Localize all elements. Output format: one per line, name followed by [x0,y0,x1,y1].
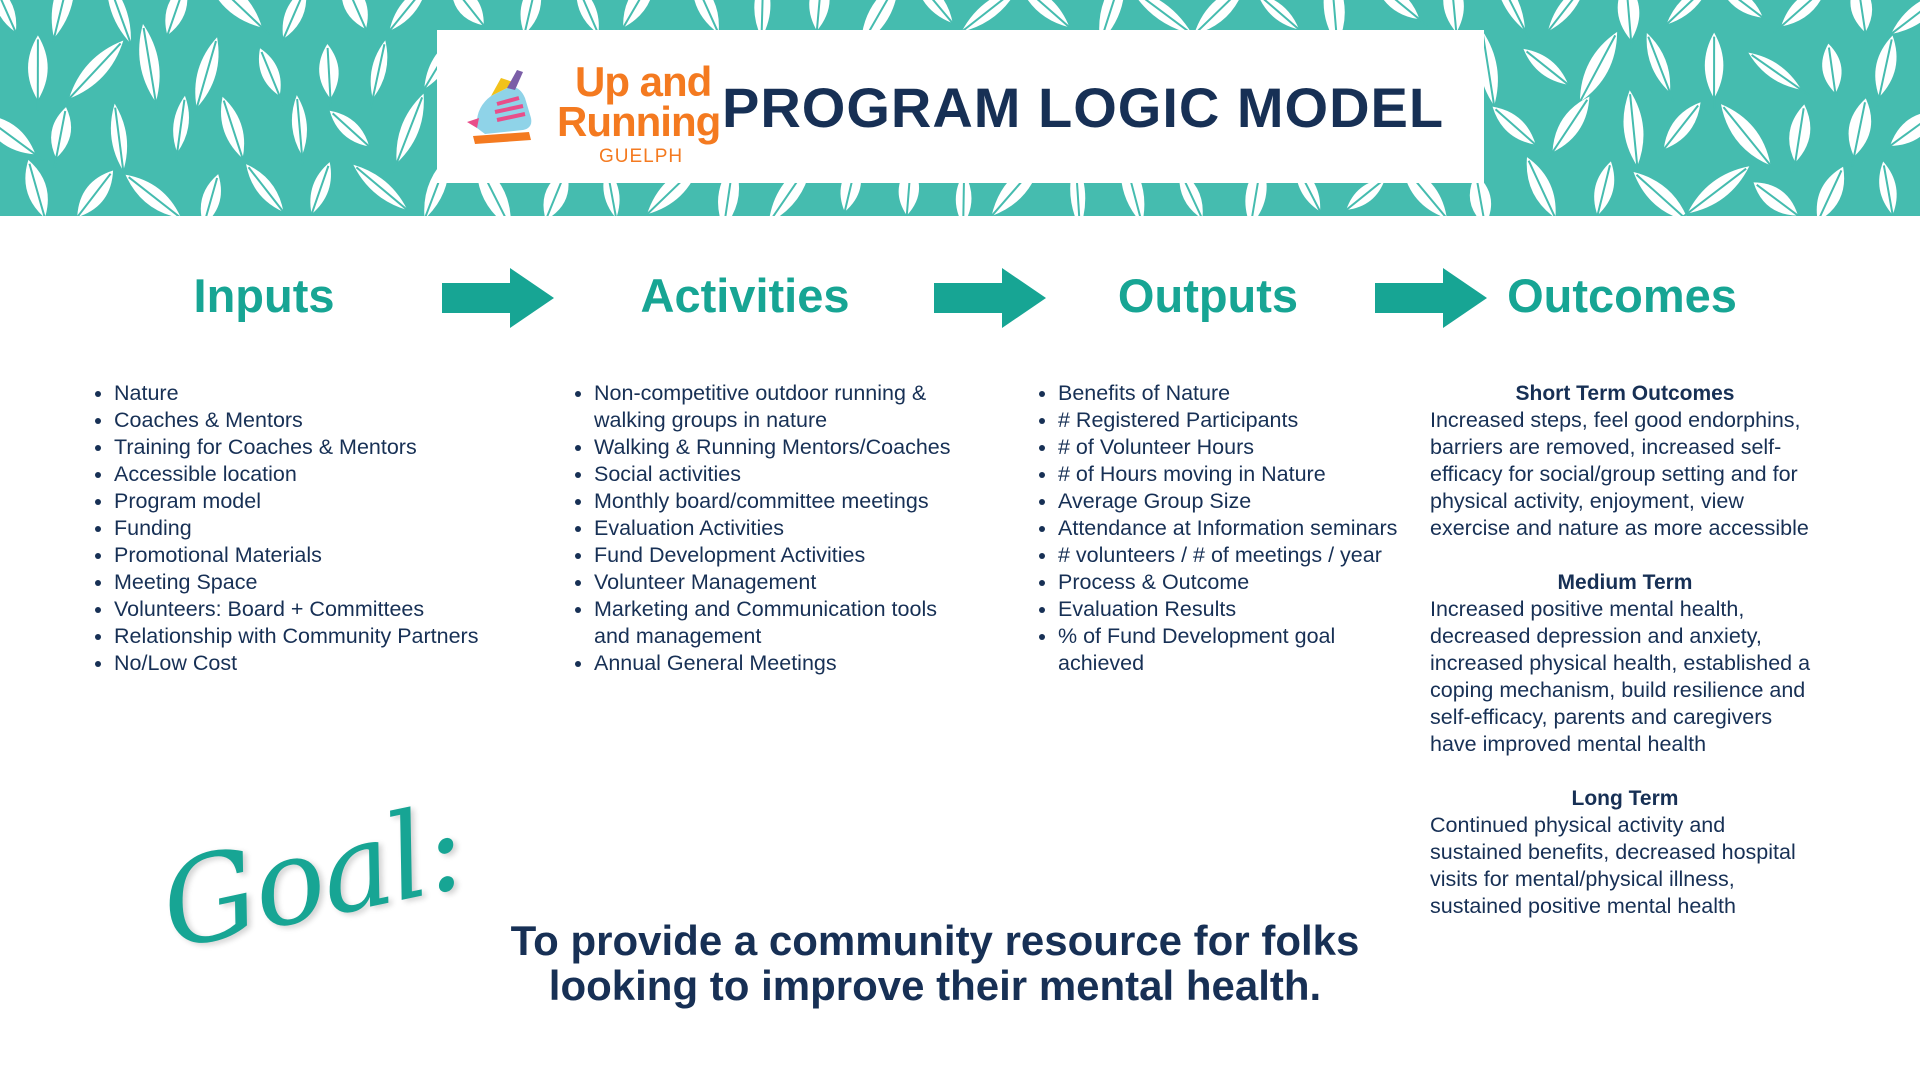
leaf-shape [1369,0,1425,26]
up-and-running-logo [467,58,721,168]
list-item: • Monthly board/committee meetings [594,488,954,515]
outcomes-title: Outcomes [1507,269,1737,322]
list-item: • Social activities [594,461,954,488]
list-item: • No/Low Cost [114,650,514,677]
list-item: • Average Group Size [1058,488,1408,515]
list-item: • % of Fund Development goal achieved [1058,623,1408,677]
logo-text-running: Running [557,98,721,145]
list-item: • Non-competitive outdoor running & walking groups in nature [594,380,954,434]
leaf-shape [908,0,959,29]
running-shoe-icon [467,58,539,148]
inputs-title: Inputs [193,269,335,322]
short-term-heading: Short Term Outcomes [1515,382,1735,405]
leaf-shape [69,164,121,216]
list-item: • Promotional Materials [114,542,514,569]
list-item: • Training for Coaches & Mentors [114,434,514,461]
medium-term-heading: Medium Term [1557,571,1693,594]
leaf-shape [1518,153,1564,216]
list-item: • Relationship with Community Partners [114,623,514,650]
leaf-shape [45,0,81,40]
list-item: • # of Hours moving in Nature [1058,461,1408,488]
list-item: • # Registered Participants [1058,407,1408,434]
leaf-shape [120,167,187,216]
leaf-shape [1714,0,1768,24]
goal-statement: To provide a community resource for folks looking to improve their mental health. [510,917,1360,1009]
list-item: • Benefits of Nature [1058,380,1408,407]
list-item: • Accessible location [114,461,514,488]
inputs-list [90,380,514,677]
arrow-right-icon [442,268,554,328]
arrow-right-icon [1375,268,1487,328]
list-item: • Process & Outcome [1058,569,1408,596]
list-item: • Evaluation Results [1058,596,1408,623]
list-item: • Fund Development Activities [594,542,954,569]
leaf-shape [275,0,313,42]
list-item: • Program model [114,488,514,515]
list-item: • # of Volunteer Hours [1058,434,1408,461]
leaf-shape [1682,159,1756,216]
list-item: • Volunteer Management [594,569,954,596]
outputs-title: Outputs [1117,269,1299,322]
long-term-heading: Long Term [1571,787,1679,810]
list-item: • Coaches & Mentors [114,407,514,434]
activities-list [570,380,954,677]
title-card [437,30,1484,183]
leaf-shape [159,0,194,38]
medium-term-text: Increased positive mental health, decreased depression and anxiety, increased physical health, established a coping mechanism, build resilience and self-efficacy, parents and caregivers have improved mental health [1430,597,1811,756]
list-item: • Volunteers: Board + Committees [114,596,514,623]
leaf-shape [100,0,138,46]
arrow-right-icon [934,268,1046,328]
list-item: • Walking & Running Mentors/Coaches [594,434,954,461]
logo-text-guelph: GUELPH [599,146,684,167]
list-item: • Marketing and Communication tools and management [594,596,954,650]
outputs-list [1034,380,1408,677]
outcomes-panel [1430,380,1820,947]
list-item: • Nature [114,380,514,407]
leaf-banner [0,0,1920,216]
activities-title: Activities [640,269,850,322]
logo-text-up-and: Up and [575,58,712,105]
leaf-shape [195,172,227,216]
list-item: • Annual General Meetings [594,650,954,677]
leaf-shape [1748,174,1804,216]
list-item: • # volunteers / # of meetings / year [1058,542,1408,569]
list-item: • Evaluation Activities [594,515,954,542]
goal-label: Goal: [149,777,475,976]
list-item: • Meeting Space [114,569,514,596]
short-term-text: Increased steps, feel good endorphins, barriers are removed, increased self-efficacy for social/group setting and for physical activity, enjoyment, view exercise and nature as more accessible [1430,408,1809,540]
list-item: • Funding [114,515,514,542]
long-term-text: Continued physical activity and sustained benefits, decreased hospital visits for mental/physical illness, sustained positive mental health [1430,813,1796,918]
leaf-shape [198,0,270,35]
page-title: PROGRAM LOGIC MODEL [722,76,1445,139]
list-item: • Attendance at Information seminars [1058,515,1408,542]
leaf-shape [1808,162,1852,216]
